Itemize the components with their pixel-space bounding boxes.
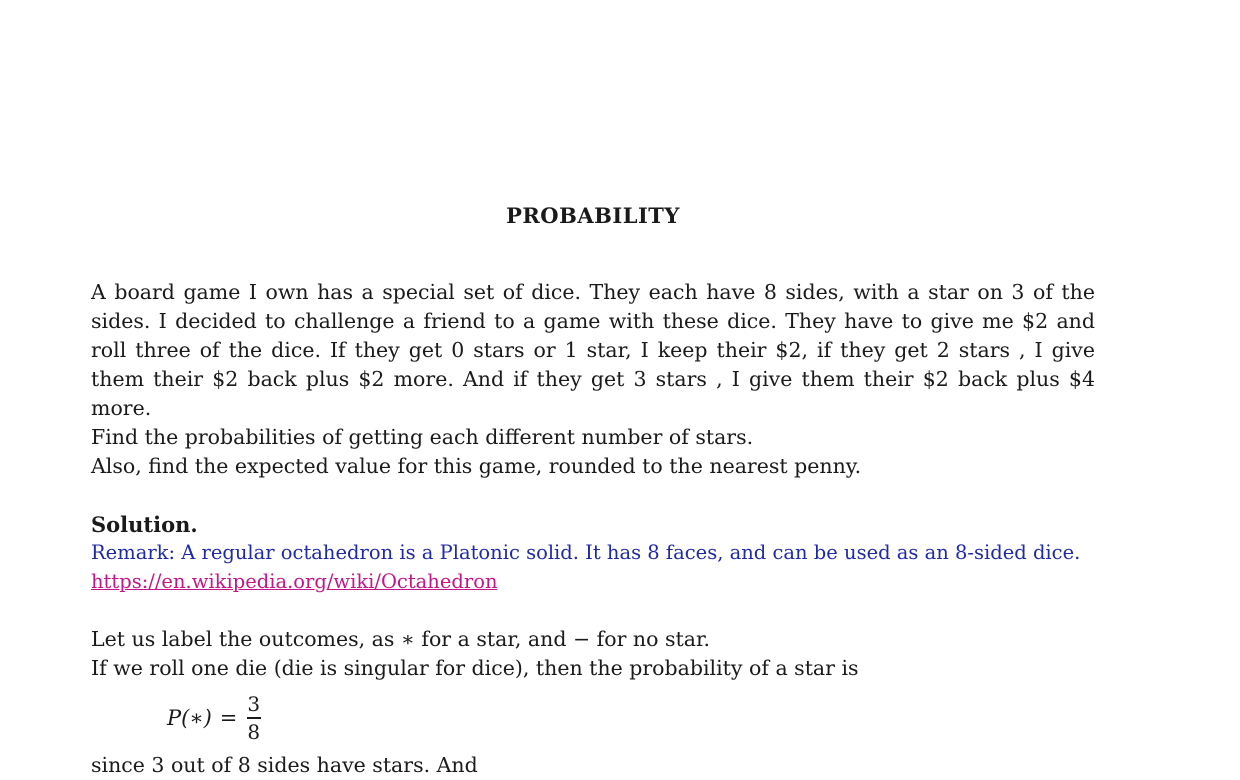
fraction-bar xyxy=(247,717,261,718)
formula-equals: = xyxy=(219,706,238,730)
fraction-denominator: 8 xyxy=(247,719,261,744)
problem-paragraph: A board game I own has a special set of dice. They each have 8 sides, with a star on 3 of the sides. I decided to challenge a friend to a game with these dice. They have to give me $2 and roll three of the dice. If they get 0 stars or 1 star, I keep their $2, if they get 2 stars , I give them their $2 back plus $2 more. And if they get 3 stars , I give them their $2 back plus $4 more. xyxy=(91,280,1095,420)
remark-text: Remark: A regular octahedron is a Platonic solid. It has 8 faces, and can be used as an 8-sided dice. xyxy=(91,541,1081,564)
fraction-numerator: 3 xyxy=(247,692,261,717)
page-title: PROBABILITY xyxy=(506,203,680,228)
problem-statement xyxy=(91,278,1095,481)
formula-fraction xyxy=(245,692,262,743)
solution-heading: Solution. xyxy=(91,512,198,537)
solution-line-since: since 3 out of 8 sides have stars. And xyxy=(91,753,478,777)
probability-formula xyxy=(167,688,262,748)
solution-line-one-die: If we roll one die (die is singular for dice), then the probability of a star is xyxy=(91,656,859,680)
octahedron-link[interactable]: https://en.wikipedia.org/wiki/Octahedron xyxy=(91,570,498,593)
question-probabilities: Find the probabilities of getting each different number of stars. xyxy=(91,425,754,449)
question-expected-value: Also, find the expected value for this game, rounded to the nearest penny. xyxy=(91,454,862,478)
solution-line-labels: Let us label the outcomes, as ∗ for a star, and − for no star. xyxy=(91,627,711,651)
formula-lhs: P(∗) xyxy=(167,706,212,730)
